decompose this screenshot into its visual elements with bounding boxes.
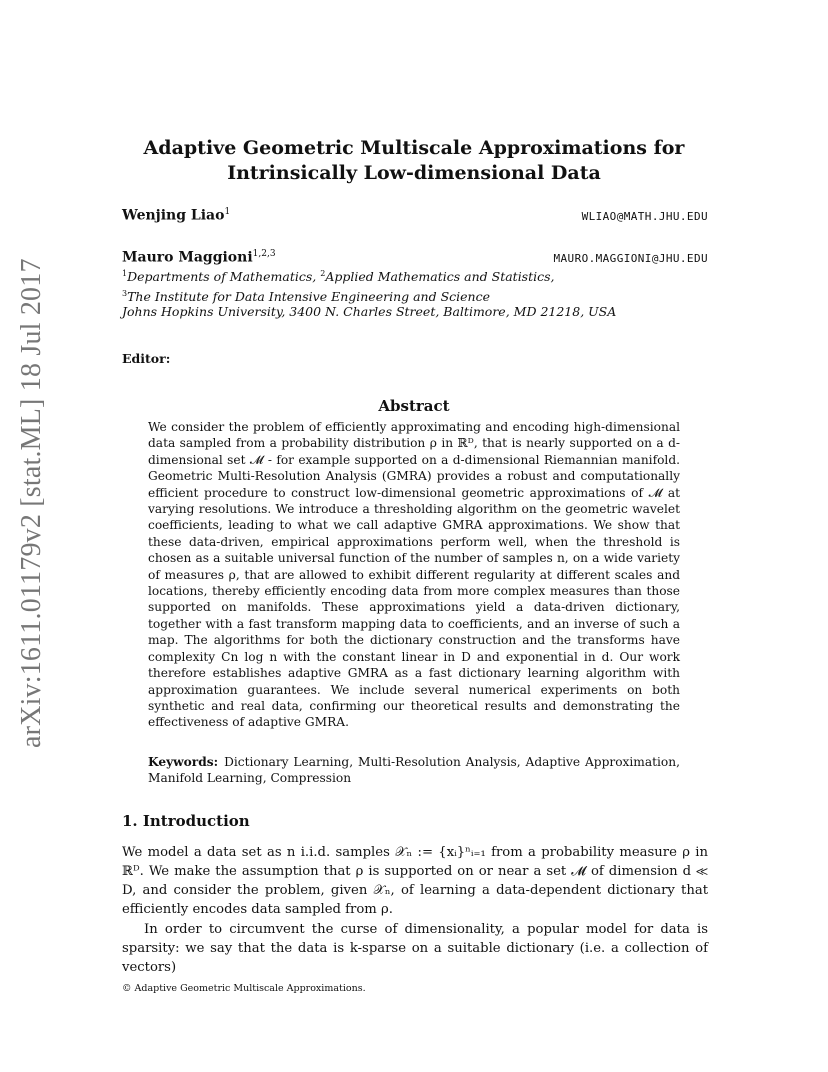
author-name: Mauro Maggioni$^{1,2,3}$ [122, 249, 276, 266]
intro-paragraph-2: In order to circumvent the curse of dimensionality, a popular model for data is sparsity: we say that the data is k-sparse on a suitable dictionary (i.e. a collection of vectors) [122, 922, 708, 975]
abstract-heading: Abstract [378, 397, 450, 415]
keywords-label: Keywords: [148, 755, 219, 769]
affiliation-line-1: $^1$Departments of Mathematics, $^2$Applied Mathematics and Statistics, [122, 269, 555, 285]
keywords [148, 754, 680, 787]
paper-title-line-1: Adaptive Geometric Multiscale Approximations for [143, 137, 685, 159]
editor-label: Editor: [122, 351, 171, 366]
arxiv-identifier-stamp: arXiv:1611.01179v2 [stat.ML] 18 Jul 2017 [16, 258, 47, 748]
paper-title-line-2: Intrinsically Low-dimensional Data [227, 162, 601, 184]
author-email: MAURO.MAGGIONI@JHU.EDU [553, 251, 708, 265]
paper-title [120, 136, 708, 186]
section-heading: 1. Introduction [122, 812, 250, 830]
affiliation-line-3: Johns Hopkins University, 3400 N. Charles Street, Baltimore, MD 21218, USA [122, 304, 617, 319]
footer-copyright: © Adaptive Geometric Multiscale Approximations. [122, 983, 366, 994]
author-row-1 [122, 207, 708, 224]
affiliation-line-2: $^3$The Institute for Data Intensive Engineering and Science [122, 289, 490, 305]
author-email: WLIAO@MATH.JHU.EDU [581, 209, 708, 223]
author-row-2 [122, 249, 708, 266]
author-name: Wenjing Liao$^1$ [122, 207, 231, 224]
intro-paragraph-1: We model a data set as n i.i.d. samples 𝒳ₙ := {xᵢ}ⁿᵢ₌₁ from a probability measure ρ in ℝᴰ. We make the assumption that ρ is supported on or near a set 𝓜 of dimension d ≪ D, and consider the problem, given 𝒳ₙ, of learning a data-dependent dictionary that efficiently encodes data sampled from ρ. [122, 845, 708, 917]
abstract-body: We consider the problem of efficiently approximating and encoding high-dimensional data sampled from a probability distribution ρ in ℝᴰ, that is nearly supported on a d-dimensional set 𝓜 - for example supported on a d-dimensional Riemannian manifold. Geometric Multi-Resolution Analysis (GMRA) provides a robust and computationally efficient procedure to construct low-dimensional geometric approximations of 𝓜 at varying resolutions. We introduce a thresholding algorithm on the geometric wavelet coefficients, leading to what we call adaptive GMRA approximations. We show that these data-driven, empirical approximations perform well, when the threshold is chosen as a suitable universal function of the number of samples n, on a wide variety of measures ρ, that are allowed to exhibit different regularity at different scales and locations, thereby efficiently encoding data from more complex measures than those supported on manifolds. These approximations yield a data-driven dictionary, together with a fast transform mapping data to coefficients, and an inverse of such a map. The algorithms for both the dictionary construction and the transforms have complexity Cn log n with the constant linear in D and exponential in d. Our work therefore establishes adaptive GMRA as a fast dictionary learning algorithm with approximation guarantees. We include several numerical experiments on both synthetic and real data, confirming our theoretical results and demonstrating the effectiveness of adaptive GMRA. [148, 420, 680, 730]
keywords-text: Dictionary Learning, Multi-Resolution Analysis, Adaptive Approximation, Manifold Learning, Compression [148, 755, 680, 786]
